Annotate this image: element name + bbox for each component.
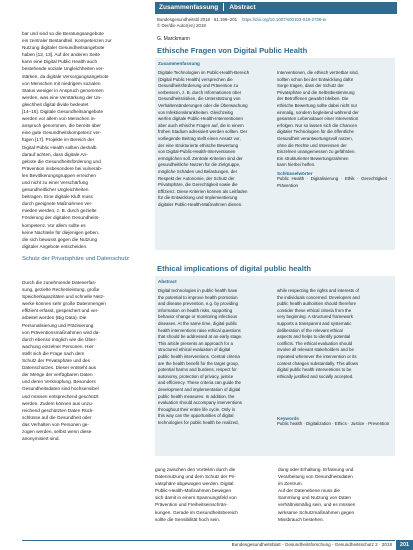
text-line: ermöglichen soll. Zentrale Kriterien sind der (158, 155, 243, 161)
copyright-line: © Der/die Autor(en) 2018 (157, 23, 206, 28)
text-line: the potential to improve health promotion (158, 294, 238, 300)
text-line: durch ebenso möglich wie die Über- (22, 336, 97, 342)
german-abstract-head: Zusammenfassung (158, 61, 200, 66)
doi-link[interactable]: https://doi.org/10.1007/s00103-018-2736-w (241, 17, 326, 22)
article-meta (157, 17, 393, 29)
text-line: gebote die Gesundheitsförderung und (22, 158, 101, 164)
text-line: Nutzung digitaler Gesundheitsangebote (22, 45, 105, 51)
text-line: repeated whenever the intervention or its (277, 353, 357, 359)
text-line: Einzelnen unangemessen zu gefährden. (277, 149, 356, 155)
text-line: kompetenz. Vor allem sollte es (22, 222, 86, 228)
text-line: für die Entwicklung und Implementierung (158, 195, 238, 201)
text-line: public health authorities should therefore (277, 301, 357, 307)
text-line: and disease prevention, e.g. by providing (158, 301, 239, 307)
text-line: wachung einzelner Personen. Hier (22, 343, 94, 349)
english-abstract-col2 (277, 288, 391, 380)
text-line: werke können sehr große Datenmengen (22, 301, 106, 307)
text-line: reichend geschützten Daten Rück- (22, 407, 94, 413)
text-line: Privatsphäre, die Gerechtigkeit sowie die (158, 182, 238, 188)
text-line: sung, gezielte Rechenleistung, große (22, 287, 100, 293)
english-keywords-head: Keywords (277, 416, 299, 421)
text-line: very beginning. A structured framework (277, 314, 353, 320)
text-line: stärken, da digitale Versorgungsangebote (22, 73, 109, 79)
text-line: context changes substantially. This allows (277, 360, 359, 366)
text-line: kann eine Digital Public Health auch (22, 59, 98, 65)
text-line: durch geeignete Maßnahmen ver- (22, 201, 93, 207)
text-line: Respekt der Autonomie, der Schutz der (158, 175, 235, 181)
text-line: mögliche Schäden und Belastungen, der (158, 168, 238, 174)
body-bottom-col-a (155, 466, 273, 523)
text-line: Gesundheitsförderung und Prävention zu (158, 83, 239, 89)
text-line: fügen [17]. Projekte im Bereich der (22, 137, 95, 143)
page-number: 201 (396, 540, 413, 550)
text-line: Auf der Datenebene muss die (278, 488, 341, 494)
text-line: werden vor allem von Menschen in- (22, 116, 96, 122)
text-line: von Menschen mit niedrigem sozialen (22, 80, 101, 86)
german-keywords-head: Schlüsselwörter (277, 171, 313, 176)
text-line: gleichheit digital divide bedeutet (22, 101, 89, 107)
section-label: Zusammenfassung (159, 4, 219, 11)
text-line: Speicherkapazitäten und schnelle Netz- (22, 294, 105, 300)
german-keywords-list: Public Health · Digitalisierung · Ethik · Gerechtigkeit · Prävention (277, 176, 391, 188)
text-line: behavior change or monitoring infectious (158, 314, 238, 320)
text-line: structured ethical evaluation of digital (158, 347, 231, 353)
text-line: kungen. Gerade im Gesundheitsbereich (155, 509, 238, 515)
text-line: der eine strukturierte ethische Bewertung (158, 142, 239, 148)
text-line: Effizienz. Diese Kriterien können als Leitfaden (158, 188, 248, 194)
text-line: sollte die Sensibilität hoch sein. (155, 516, 221, 522)
text-line: Digital technologies in public health have (158, 288, 238, 293)
text-line: involve all relevant stakeholders and be (277, 347, 354, 353)
text-line: digitaler Technologien für die öffentliche (277, 129, 354, 135)
text-line: Verhaltensänderungen oder die Überwachung (158, 102, 248, 108)
text-line: stellt sich die Frage nach dem (22, 350, 85, 356)
text-line: evaluation should accompany interventions (158, 400, 242, 406)
text-line: vorliegende Beitrag stellt einen Ansatz vor, (158, 135, 241, 141)
text-line: Datenschutzes. Dieser entsteht aus (22, 365, 96, 371)
text-line: diseases. At the same time, digital public (158, 320, 238, 326)
citation-line: Bundesgesundheitsbl 2018 · 61:199–201 (157, 17, 238, 22)
text-line: zogen werden, selbst wenn diese (22, 428, 92, 434)
text-line: potential harms and burdens, respect for (158, 367, 237, 373)
text-line: ohne die Rechte und Interessen der (277, 142, 347, 148)
text-line: development and implementation of digital (158, 386, 241, 392)
text-line: the individuals concerned. Developers and (277, 294, 360, 300)
german-title: Ethische Fragen von Digital Public Health (157, 46, 308, 55)
text-line: gesamten Lebensdauer einer Intervention (277, 116, 359, 122)
text-line: bar und sind so die Beratungsangebote (22, 31, 104, 36)
text-line: Digital Public Health sollten deshalb (22, 144, 97, 150)
text-line: werfen digitale Public-Health-Interventionen (158, 116, 243, 122)
text-line: frühen Stadium adressiert werden sollten. Der (158, 129, 248, 135)
german-abstract-col2 (277, 70, 391, 169)
text-line: [14–16]. Digitale Gesundheitsangebote (22, 109, 104, 115)
text-line: von Infektionskrankheiten. Gleichzeitig (158, 109, 233, 115)
body-bottom-col-b (278, 466, 395, 523)
text-line: schlüsse auf die Gesundheit oder (22, 414, 92, 420)
text-line: len Bevölkerungsgruppen erreichen (22, 172, 97, 178)
text-line: while respecting the rights and interests of (277, 288, 360, 293)
text-line: Verarbeitung von Gesundheitsdaten (278, 474, 353, 480)
text-line: und müssen entsprechend geschützt (22, 393, 99, 399)
text-line: deliberation of the relevant ethical (277, 327, 343, 333)
text-line: Prävention und Freiheitseinschrän- (155, 502, 228, 508)
text-line: bestehende soziale Ungleichheiten ver- (22, 66, 105, 72)
english-title: Ethical implications of digital public health (157, 264, 311, 273)
german-keywords (277, 171, 391, 189)
text-line: dung oder Erhaltung. Erfassung und (278, 467, 354, 472)
text-line: gesundheitlicher Ungleichheiten (22, 187, 89, 193)
text-line: ethische Bewertung sollte dabei nicht nur (277, 102, 358, 108)
text-line: Digitale Technologien im Public-Health-Bereich (158, 70, 250, 75)
text-line: der Menge der verfügbaren Daten (22, 372, 93, 378)
text-line: Ein strukturierter Bewertungsrahmen (277, 155, 349, 161)
text-line: Privatsphäre und die Selbstbestimmung (277, 89, 355, 95)
english-abstract-box (155, 276, 395, 456)
text-line: im Zentrum. (278, 481, 304, 487)
text-line: this way can the opportunities of digital (158, 413, 234, 419)
text-line: information on health risks, supporting (158, 307, 233, 313)
text-line: Sammlung und Nutzung von Daten (278, 495, 351, 501)
english-keywords-list: Public health · Digitalization · Ethics · Justice · Prevention (277, 421, 390, 426)
text-line: ethically justified and socially accepted. (277, 373, 354, 379)
text-line: consider these ethical criteria from the (277, 307, 352, 313)
text-line: gesundheitliche Nutzen für die Zielgruppe, (158, 162, 241, 168)
text-line: erfolgen. Nur so lassen sich die Chancen (277, 122, 358, 128)
text-line: health interventions raise ethical questions (158, 327, 241, 333)
text-line: von Präventionsmaßnahmen wird da- (22, 329, 100, 335)
english-abstract-head: Abstract (158, 279, 177, 284)
author-name: G. Marckmann (157, 36, 190, 42)
text-line: throughout their entire life cycle. Only in (158, 406, 236, 412)
german-abstract-box (155, 58, 395, 250)
section-label-en: Abstract (229, 4, 256, 11)
text-line: aspects and helps to identify potential (277, 334, 351, 340)
text-line: technologies for public health be realized, (158, 419, 239, 425)
text-line: das Verhalten von Personen ge- (22, 421, 89, 427)
text-line: sich damit in einem Spannungsfeld von (155, 495, 237, 501)
text-line: digitaler Angebote entscheiden. (22, 243, 88, 249)
text-line: Status weniger in Anspruch genommen (22, 87, 104, 93)
text-line: Gesundheitsrisiken, die Unterstützung von (158, 96, 241, 102)
section-heading-privacy: Schutz der Privatsphäre und Datenschutz (22, 256, 129, 262)
text-line: verbessern, z. B. durch Informationen über (158, 89, 242, 95)
text-line: Prävention insbesondere bei vulnerab- (22, 165, 103, 171)
text-line: kann hierbei helfen. (277, 162, 316, 168)
text-line: anonymisiert sind. (22, 436, 60, 442)
text-line: darauf achten, dass digitale An- (22, 151, 88, 157)
text-line: arbeitet werden (Big Data). Die (22, 315, 87, 321)
body-left-para1 (22, 30, 150, 250)
text-line: und nicht zu einer Verschärfung (22, 179, 88, 185)
text-line: that should be addressed at an early stage. (158, 334, 243, 340)
text-line: ein zentraler Bestandteil. Kompetenzen zur (22, 38, 112, 44)
english-keywords (277, 416, 391, 428)
tab-separator (223, 3, 224, 11)
text-line: Förderung der digitalen Gesundheits- (22, 215, 100, 221)
text-line: Sorge tragen, dass der Schutz der (277, 83, 344, 89)
text-line: effizient erfasst, gespeichert und ver- (22, 308, 99, 314)
text-line: eine gute Gesundheitskompetenz ver- (22, 130, 102, 136)
text-line: Gesundheit verantwortungsvoll nutzen, (277, 135, 353, 141)
text-line: are the health benefit for the target group, (158, 360, 240, 366)
body-left-para2 (22, 279, 150, 442)
text-line: Durch die zunehmende Datenerfas- (22, 280, 97, 285)
text-line: vatsphäre abgewogen werden. Digital (155, 481, 234, 487)
text-line: einmalig, sondern begleitend während der (277, 109, 359, 115)
text-line: anspruch genommen, die bereits über (22, 123, 101, 129)
text-line: autonomy, protection of privacy, justice (158, 373, 234, 379)
text-line: werden, was eine Verstärkung der Un- (22, 94, 102, 100)
text-line: supports a transparent and systematic (277, 320, 352, 326)
footer-journal: Bundesgesundheitsblatt - Gesundheitsforschung - Gesundheitsschutz 2 · 2018 (231, 542, 392, 547)
text-line: (Digital Public Health) versprechen die (158, 76, 233, 82)
text-line: digital public health interventions to be (277, 367, 352, 373)
text-line: und deren Verknüpfung. Besonders (22, 379, 96, 385)
english-abstract-col1 (158, 288, 272, 426)
text-line: Datennutzung und dem Schutz der Pri- (155, 474, 237, 480)
text-line: gung zwischen den Vorteilen durch die (155, 467, 236, 472)
text-line: werden. Zudem können aus unzu- (22, 400, 94, 406)
text-line: beitragen. Eine digitale Kluft muss (22, 194, 93, 200)
text-line: sollten schon bei der Entwicklung dafür (277, 76, 354, 82)
text-line: Missbrauch bestehen. (278, 516, 324, 522)
text-line: and efficiency. These criteria can guide the (158, 380, 241, 386)
text-line: Public-Health-Maßnahmen bewegen (155, 488, 232, 494)
text-line: public health measures. In addition, the (158, 393, 235, 399)
text-line: mieden werden, z. B. durch gezielte (22, 208, 97, 214)
text-line: wirksame Schutzmaßnahmen gegen (278, 509, 355, 515)
text-line: von Digital-Public-Health-Interventionen (158, 149, 236, 155)
text-line: keine Nachteile für diejenigen geben, (22, 229, 100, 235)
text-line: der Betroffenen gewahrt bleiben. Die (277, 96, 349, 102)
text-line: die sich bewusst gegen die Nutzung (22, 236, 98, 242)
section-header-tab (155, 2, 397, 14)
text-line: digitaler Public-Health-Maßnahmen dienen. (158, 201, 243, 207)
text-line: Interventionen, die ethisch vertretbar sind, (277, 70, 359, 75)
text-line: verhältnismäßig sein, und es müssen (278, 502, 356, 508)
text-line: conflicts. The ethical evaluation should (277, 340, 353, 346)
text-line: Gesundheitsdaten sind hochsensibel (22, 386, 99, 392)
text-line: haben [12, 13]. Auf der anderen Seite (22, 52, 100, 58)
text-line: public health interventions. Central criteria (158, 353, 240, 359)
text-line: aber auch ethische Fragen auf, die in einem (158, 122, 244, 128)
text-line: Schutz der Privatsphäre und des (22, 358, 91, 364)
text-line: This article presents an approach for a (158, 340, 233, 346)
text-line: Personalisierung und Präzisierung (22, 322, 94, 328)
german-abstract-col1 (158, 70, 272, 208)
